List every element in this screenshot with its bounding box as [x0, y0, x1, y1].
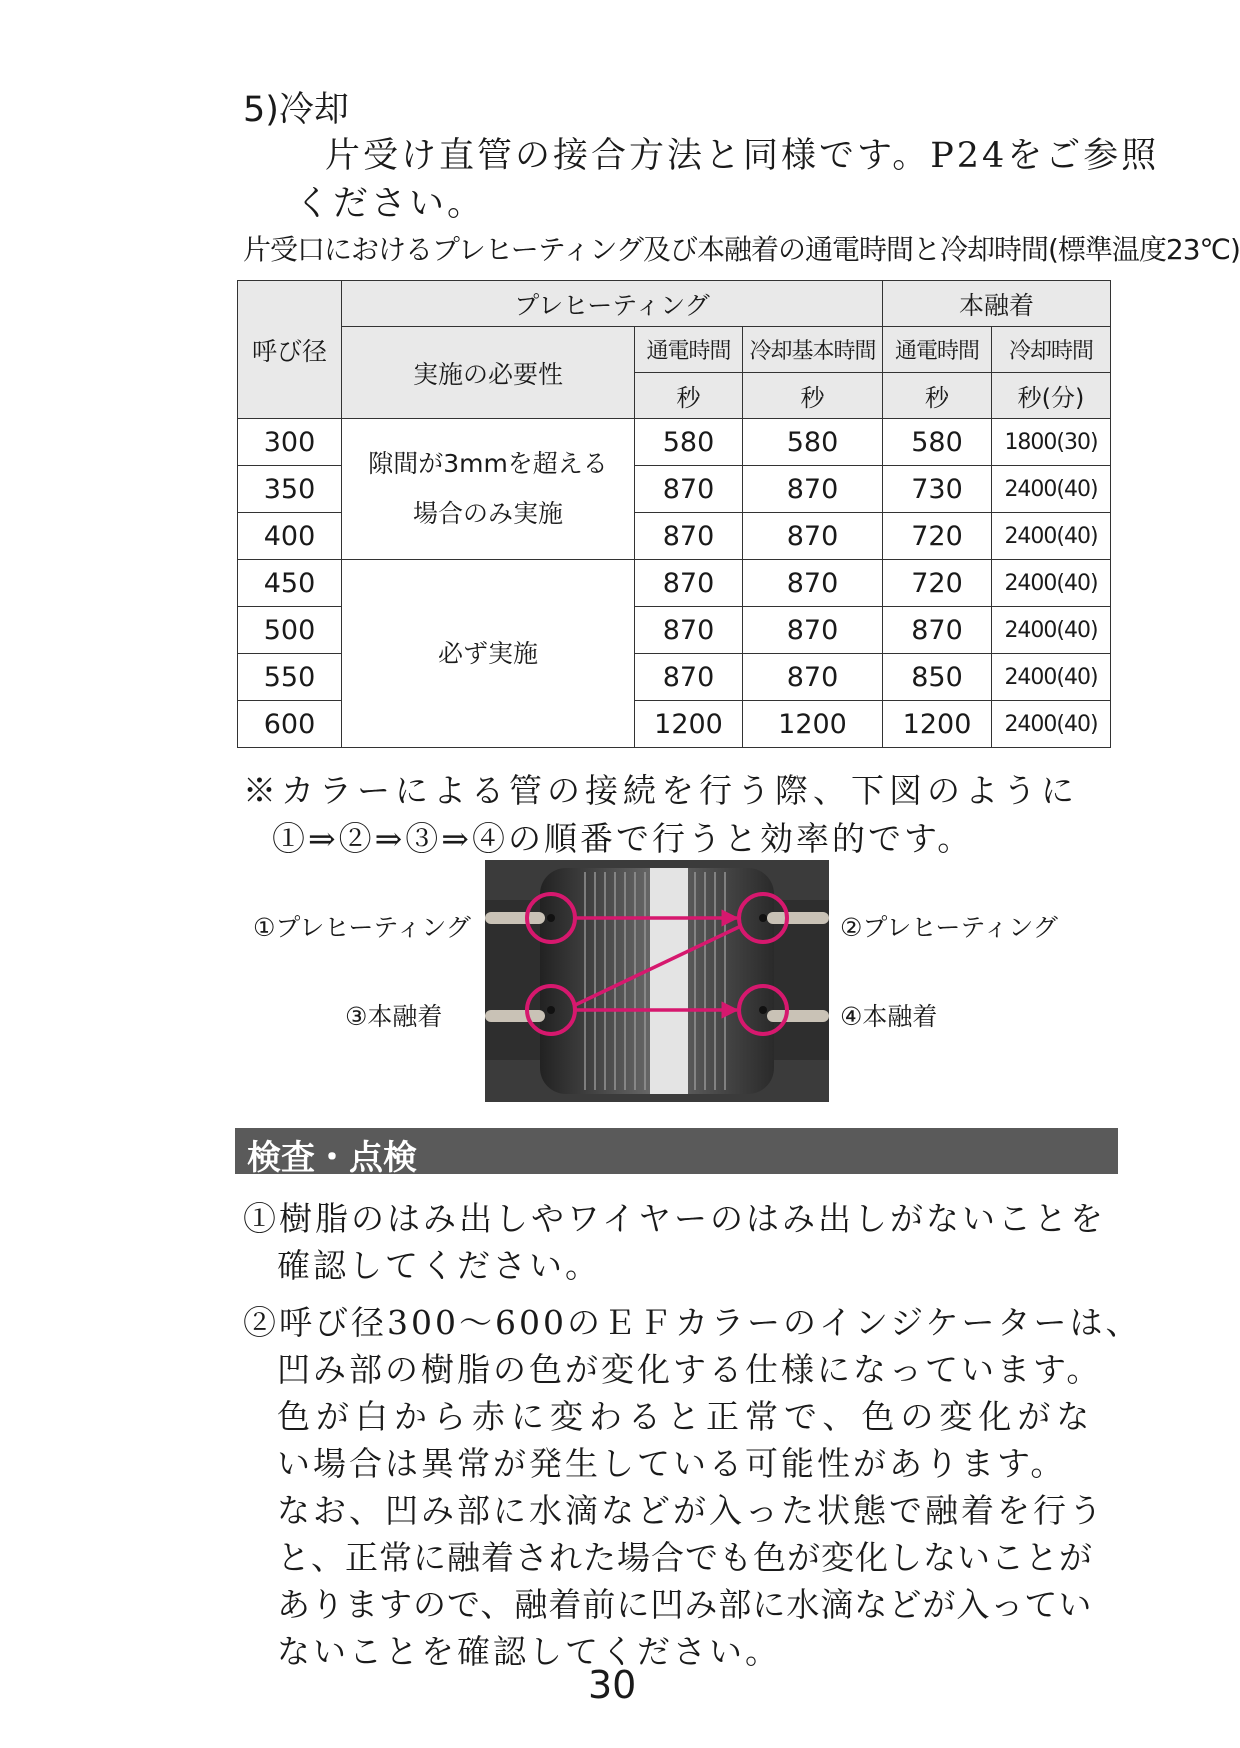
inspection-item-1-line-1: ①樹脂のはみ出しやワイヤーのはみ出しがないことを: [243, 1199, 1107, 1238]
callout-step-4: ④本融着: [840, 1002, 938, 1031]
inspection-item-2-line-1: ②呼び径300〜600のＥＦカラーのインジケーターは、: [243, 1303, 1142, 1342]
cell-pre-time: 870: [635, 466, 743, 513]
cell-diameter: 500: [238, 607, 342, 654]
cell-pre-time: 1200: [635, 701, 743, 748]
cell-diameter: 600: [238, 701, 342, 748]
cell-pre-time: 870: [635, 513, 743, 560]
table-caption: 片受口におけるプレヒーティング及び本融着の通電時間と冷却時間(標準温度23℃): [243, 233, 1240, 266]
cell-fusion-time: 720: [883, 560, 992, 607]
note-line-2: ①⇒②⇒③⇒④の順番で行うと効率的です。: [272, 819, 974, 858]
header-cooling-time: 冷却時間: [992, 327, 1111, 373]
cell-pre-cool: 870: [743, 654, 883, 701]
collar-label-band: [650, 868, 688, 1094]
cooling-text-line-1: 片受け直管の接合方法と同様です。P24をご参照: [325, 136, 1160, 176]
cell-fusion-time: 720: [883, 513, 992, 560]
cell-pre-time: 870: [635, 654, 743, 701]
necessity-note-line-1: 隙間が3mmを超える: [368, 449, 608, 478]
unit-sec: 秒: [635, 373, 743, 419]
necessity-note-line-2: 場合のみ実施: [412, 499, 563, 528]
terminal-hole: [547, 914, 555, 922]
necessity-note-conditional: [342, 419, 635, 560]
collar-photo: [485, 860, 829, 1102]
unit-sec: 秒: [883, 373, 992, 419]
cell-pre-cool: 870: [743, 607, 883, 654]
cell-diameter: 450: [238, 560, 342, 607]
note-line-1: ※カラーによる管の接続を行う際、下図のように: [243, 771, 1079, 810]
cell-cooling-time: 2400(40): [992, 607, 1111, 654]
cell-cooling-time: 1800(30): [992, 419, 1111, 466]
inspection-item-1-line-2: 確認してください。: [277, 1246, 601, 1285]
cell-fusion-time: 580: [883, 419, 992, 466]
header-main-fusion: 本融着: [883, 281, 1111, 327]
cooling-heading: 5)冷却: [243, 90, 349, 130]
header-nominal-diameter: 呼び径: [238, 281, 342, 419]
cell-fusion-time: 1200: [883, 701, 992, 748]
inspection-item-2-line-7: ありますので、融着前に凹み部に水滴などが入ってい: [277, 1585, 1093, 1624]
necessity-note-always: 必ず実施: [342, 560, 635, 748]
cell-pre-cool: 870: [743, 513, 883, 560]
header-basic-cooling-time: 冷却基本時間: [743, 327, 883, 373]
callout-step-2: ②プレヒーティング: [840, 913, 1058, 942]
cell-fusion-time: 870: [883, 607, 992, 654]
cell-diameter: 400: [238, 513, 342, 560]
header-preheating: プレヒーティング: [342, 281, 883, 327]
header-main-energizing-time: 通電時間: [883, 327, 992, 373]
inspection-item-2-line-3: 色が白から赤に変わると正常で、色の変化がな: [277, 1397, 1096, 1436]
cell-diameter: 300: [238, 419, 342, 466]
cell-diameter: 550: [238, 654, 342, 701]
cell-cooling-time: 2400(40): [992, 513, 1111, 560]
terminal-hole: [547, 1006, 555, 1014]
cell-pre-cool: 870: [743, 466, 883, 513]
section-title: 検査・点検: [247, 1138, 417, 1178]
cell-pre-time: 580: [635, 419, 743, 466]
table-row: [238, 419, 1111, 466]
cell-pre-cool: 580: [743, 419, 883, 466]
inspection-item-2-line-8: ないことを確認してください。: [277, 1632, 781, 1671]
fusion-time-table: [237, 280, 1111, 748]
callout-step-1: ①プレヒーティング: [253, 913, 471, 942]
inspection-item-2-line-4: い場合は異常が発生している可能性があります。: [277, 1444, 1067, 1483]
cell-cooling-time: 2400(40): [992, 560, 1111, 607]
unit-sec-min: 秒(分): [992, 373, 1111, 419]
cell-cooling-time: 2400(40): [992, 654, 1111, 701]
cell-pre-time: 870: [635, 560, 743, 607]
inspection-item-2-line-6: と、正常に融着された場合でも色が変化しないことが: [277, 1538, 1093, 1577]
page-number: 30: [588, 1663, 637, 1707]
inspection-item-2-line-2: 凹み部の樹脂の色が変化する仕様になっています。: [277, 1350, 1103, 1389]
header-energizing-time: 通電時間: [635, 327, 743, 373]
cell-pre-cool: 870: [743, 560, 883, 607]
cell-cooling-time: 2400(40): [992, 466, 1111, 513]
cooling-text-line-2: ください。: [295, 184, 486, 224]
cell-fusion-time: 730: [883, 466, 992, 513]
unit-sec: 秒: [743, 373, 883, 419]
cell-cooling-time: 2400(40): [992, 701, 1111, 748]
terminal-hole: [759, 1006, 767, 1014]
callout-step-3: ③本融着: [345, 1002, 443, 1031]
cell-fusion-time: 850: [883, 654, 992, 701]
cell-pre-time: 870: [635, 607, 743, 654]
terminal-hole: [759, 914, 767, 922]
cell-diameter: 350: [238, 466, 342, 513]
header-necessity: 実施の必要性: [342, 327, 635, 419]
table-row: [238, 560, 1111, 607]
inspection-item-2-line-5: なお、凹み部に水滴などが入った状態で融着を行う: [277, 1491, 1105, 1530]
cell-pre-cool: 1200: [743, 701, 883, 748]
section-bar-inspection: [235, 1128, 1118, 1178]
